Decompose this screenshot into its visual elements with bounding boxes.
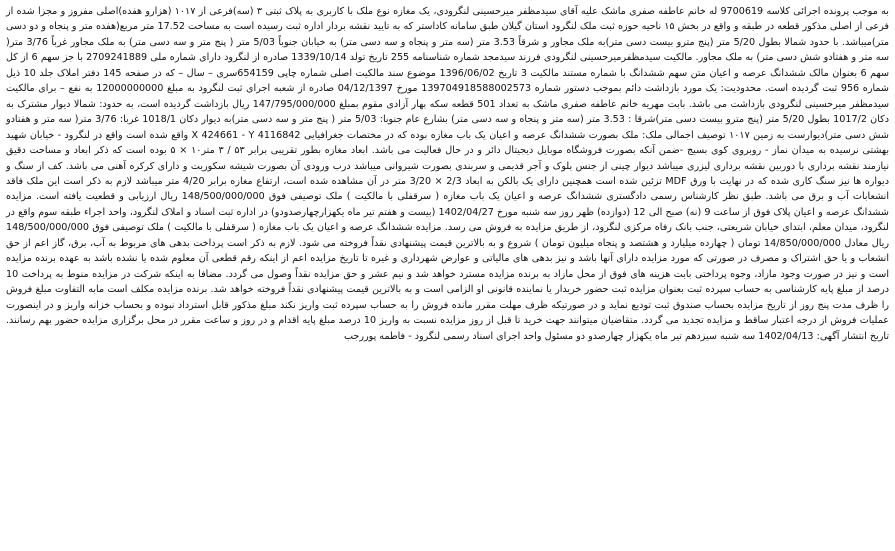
- notice-body-text: به موجب پرونده اجرائی کلاسه 9700619 له خانم عاطفه صفری ماشک علیه آقای سیدمظفر میرحسینی لنگرودی، یک مغازه نوع ملک با کاربری به پلاک ثبتی ۳ (سه)فرعی از ۱۰۱۷ (هزارو هفده)اصلی مفروز و مجزا شده از فرعی از اصلی مذکور قطعه در طبقه و واقع در بخش ۱۵ ناحیه حوزه ثبت ملک لنگرود استان گیلان طبق سامانه کاداستر که به تایید نقشه بردار اداره ثبت رسیده است به مساحت 17.52 متر مربع(هفده متر و پنجاه و دو دسی متر)میباشد. با حدود شمالا بطول 5/20 متر (پنج مترو بیست دسی متر)به ملک مجاور و شرقاً 3.53 متر (سه متر و پنجاه و سه دسی متر) به خیابان جنوباً 5/03 متر ( پنج متر و سه دسی متر) به ملک مجاور غرباً 3/76 متر( سه متر و هفتادو شش دسی متر) به ملک مجاور. مالکیت سیدمظفرمیرحسینی لنگرودی فرزند سیدمجد شماره شناسنامه 255 تاریخ تولد 1339/10/14 صادره از لنگرود دارای شماره ملی 2709241889 با جز سهم 6 از کل سهم 6 بعنوان مالک ششدانگ عرصه و اعیان متن سهم ششدانگ با شماره مستند مالکیت 3 تاریخ 1396/06/02 موضوع سند مالکیت اصلی شماره چاپی 654159سری – سال – که در صفحه 145 دفتر املاک جلد 10 ذیل شماره 956 ثبت گردیده است. محدودیت: یک مورد بازداشت دائم بموجب دستور شماره 139704918588002573 مورخ 04/12/1397 صادره از شعبه اجرای ثبت لنگرود به مبلغ 12000000000 به نفع – برای مالکیت سیدمظفر میرحسینی لنگرودی بازداشت می باشد. بابت مهریه خانم عاطفه صفری ماشک به تعداد 501 قطعه سکه بهار آزادی مقوم بمبلغ 147/795/000/000 ریال بازداشت گردیده است، به حدود: شمالا دیوار مشترک به دکان 1017/2 بطول 5/20 متر (پنج مترو بیست دسی متر)شرقا : 3.53 متر (سه متر و پنجاه و سه دسی متر) بشارع عام جنوبا: 5/03 متر ( پنج متر و سه دسی متر)به دیوار دکان 1018/1 غربا: 3/76 متر( سه متر و هفتادو شش دسی متر)دیوارست به زمین ۱۰۱۷ توصیف اجمالی ملک: ملک بصورت ششدانگ عرصه و اعیان یک باب مغازه بوده که در مختصات جغرافیایی X 424661 - Y 4116842 واقع شده است واقع در لنگرود - خیابان شهید بهشتی نرسیده به میدان نماز - روبروی کوی بسیج -ضمن آنکه بصورت فروشگاه موبایل دیجیتال دائر و در حال فعالیت می باشد. ابعاد مغازه بطور تقریبی برابر ۵۳ / ۳ متر۱۰ × ۵ بوده است که ذکر ابعاد و مساحت دقیق نیازمند نقشه برداری با دوربین نقشه برداری لیزری میباشد دیوار چینی از جنس بلوک و آجر قدیمی و سربندی بصورت شیروانی میباشد درب ورودی آن بصورت شیشه سکوریت و دارای کرکره آهنی می باشد. کف از سنگ و دیواره ها نیز سنگ کاری شده که در نهایت با ورق MDF تزئین شده است همچنین دارای یک بالکن به ابعاد 2/3 × 3/20 متر در آن مشاهده شده است، ارتفاع مغازه برابر 4/20 متر میباشد لازم به ذکر است این ملک فاقد انشعابات آب و برق می باشد. طبق نظر کارشناس رسمی دادگستری ششدانگ عرصه و اعیان یک باب مغازه ( سرقفلی با مالکیت ) ملک توصیفی فوق 148/500/000/000 ریال ارزیابی و قطعیت یافته است. مزایده ششدانگ عرصه و اعیان پلاک فوق از ساعت 9 (نه) صبح الی 12 (دوازده) ظهر روز سه شنبه مورخ 1402/04/27 (بیست و هفتم تیر ماه یکهزارچهارصدودو) در اداره ثبت اسناد و املاک لنگرود، واحد اجراء طبقه سوم واقع در لنگرود، میدان معلم، ابتدای خیابان شریعتی، جنب بانک رفاه مرکزی لنگرود، از طریق مزایده به فروش می رسد. مزایده ششدانگ عرصه و اعیان یک باب مغازه ( سرقفلی با مالکیت ) ملک توصیفی فوق 148/500/000/000 ریال معادل 14/850/000/000 تومان ( چهارده میلیارد و هشتصد و پنجاه میلیون تومان ) شروع و به بالاترین قیمت پیشنهادی نقداً فروخته می شود. لازم به ذکر است پرداخت بدهی های مربوط به آب، برق، گاز اعم از حق انشعاب و یا حق اشتراک و مصرف در صورتی که مورد مزایده دارای آنها باشد و نیز بدهی های مالیاتی و عوارض شهرداری و غیره تا تاریخ مزایده اعم از اینکه رقم قطعی آن معلوم شده یا نشده باشد به عهده برنده مزایده است و نیز در صورت وجود مازاد، وجوه پرداختی بابت هزینه های فوق از محل مازاد به برنده مزایده مسترد خواهد شد و نیم عشر و حق مزایده نقداً وصول می گردد. مضافا به اینکه شرکت در مزایده منوط به پرداخت 10 درصد از مبلغ پایه کارشناسی به حساب سپرده ثبت بعنوان مزایده ثبت حضور خریدار یا نماینده قانونی او الزامی است و به بالاترین قیمت پیشنهادی نقداً فروخته خواهد شد. برنده مزایده مکلف است مابه التفاوت مبلغ فروش را ظرف مدت پنج روز از تاریخ مزایده بحساب صندوق ثبت تودیع نماید و در صورتیکه ظرف مهلت مقرر مانده فروش را به حساب سپرده ثبت واریز نکند مبلغ مذکور قابل استرداد نبوده و بحساب خزانه واریز و در اینصورت عملیات فروش از درجه اعتبار ساقط و مزایده تجدید می گردد. متقاضیان میتوانند جهت خرید تا قبل از روز مزایده نسبت به واریز 10 درصد مبلغ پایه اقدام و در روز و ساعت مقرر در محل برگزاری مزایده حضور بهم رسانند. تاریخ انتشار آگهی: 1402/04/13 سه شنبه سیزدهم تیر ماه یکهزار چهارصدو دو مسئول واحد اجرای اسناد رسمی لنگرود - فاطمه پوررجب: [6, 6, 890, 342]
